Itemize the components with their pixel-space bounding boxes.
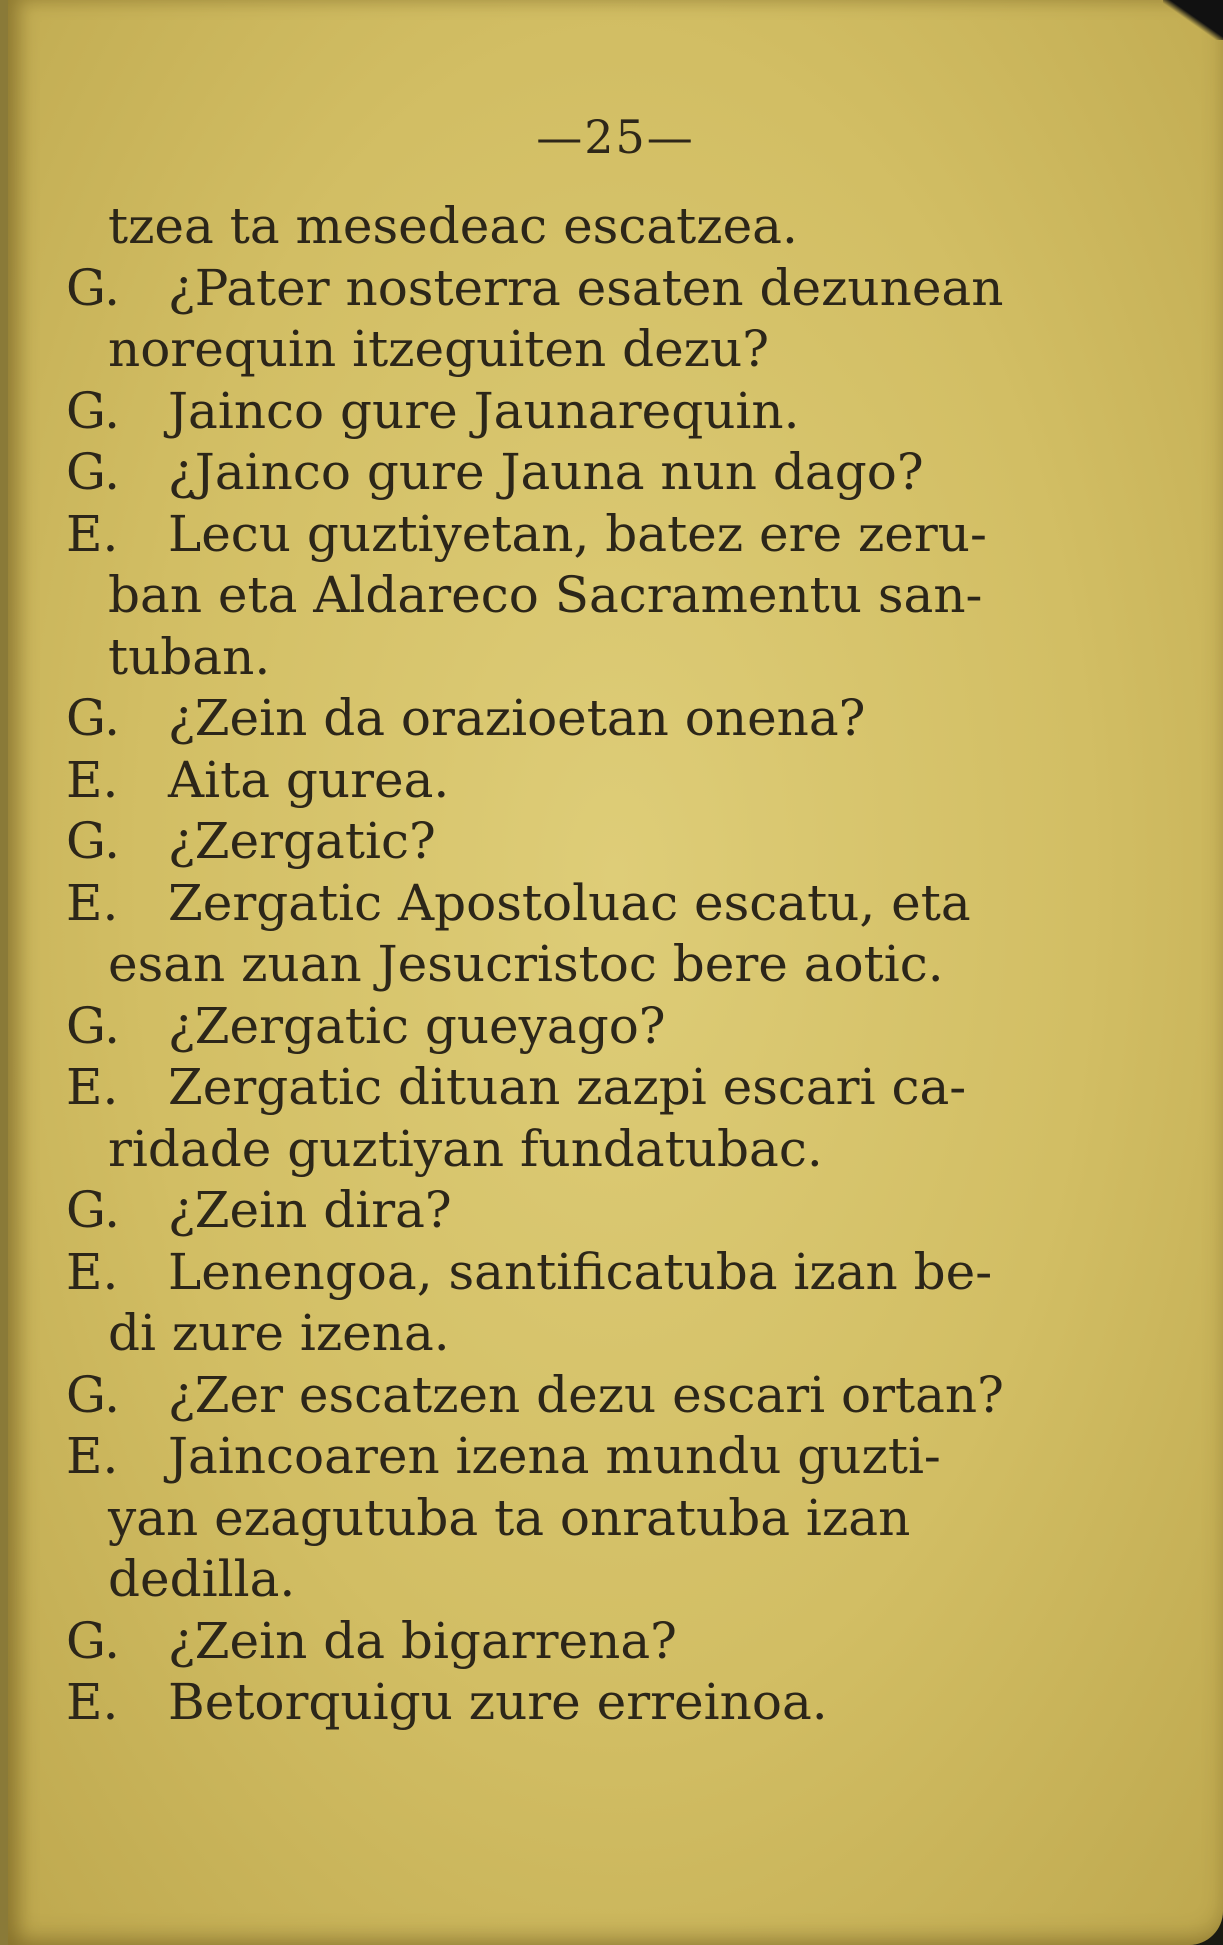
speaker-label: G. [66,1181,121,1239]
line-text: esan zuan Jesucristoc bere aotic. [108,935,944,993]
line-text: dedilla. [108,1550,296,1608]
line-text: ¿Zergatic gueyago? [168,996,666,1055]
speaker-label: E. [66,873,119,932]
line-text: Zergatic dituan zazpi escari ca- [168,1058,967,1116]
speaker-label: G. [66,1611,121,1670]
line-text: ban eta Aldareco Sacramentu san- [108,566,983,624]
text-line [66,1180,1076,1242]
line-text: yan ezagutuba ta onratuba izan [108,1488,911,1547]
text-line [66,873,1076,935]
text-line [66,1488,1076,1550]
line-text: ¿Zergatic? [168,812,436,870]
speaker-label: E. [66,750,119,809]
page-number: —25— [536,110,695,164]
speaker-label: G. [66,443,121,501]
line-text: ¿Pater nosterra esaten dezunean [168,258,1004,317]
text-line [66,442,1076,504]
line-text: tuban. [108,627,271,686]
speaker-label: G. [66,381,121,440]
text-line [66,1365,1076,1427]
text-line [66,996,1076,1058]
line-text: Zergatic Apostoluac escatu, eta [168,873,971,932]
line-text: ridade guztiyan fundatubac. [108,1119,823,1178]
text-line [66,934,1076,996]
speaker-label: G. [66,996,121,1055]
speaker-label: G. [66,689,121,747]
text-line [66,1303,1076,1365]
line-text: ¿Zein dira? [168,1181,452,1239]
line-text: Aita gurea. [168,750,450,809]
line-text: ¿Zer escatzen dezu escari ortan? [168,1365,1004,1424]
speaker-label: G. [66,812,121,870]
line-text: Jainco gure Jaunarequin. [168,381,800,440]
line-text: norequin itzeguiten dezu? [108,320,770,378]
text-line [66,1119,1076,1181]
line-text: Betorquigu zure erreinoa. [168,1673,828,1731]
speaker-label: G. [66,258,121,317]
page-corner-shadow [1163,0,1223,40]
text-line [66,196,1076,258]
text-line [66,750,1076,812]
text-line [66,565,1076,627]
line-text: tzea ta mesedeac escatzea. [108,197,798,255]
text-line [66,627,1076,689]
speaker-label: G. [66,1365,121,1424]
text-line [66,1242,1076,1304]
speaker-label: E. [66,504,119,563]
line-text: di zure izena. [108,1304,450,1362]
text-line [66,1057,1076,1119]
text-line [66,381,1076,443]
dialogue-text [66,196,1076,1734]
text-line [66,1611,1076,1673]
line-text: ¿Zein da orazioetan onena? [168,689,866,747]
text-line [66,319,1076,381]
speaker-label: E. [66,1058,119,1116]
line-text: Lenengoa, santificatuba izan be- [168,1242,993,1301]
speaker-label: E. [66,1673,119,1731]
line-text: Jaincoaren izena mundu guzti- [168,1427,941,1485]
speaker-label: E. [66,1427,119,1485]
line-text: ¿Jainco gure Jauna nun dago? [168,443,924,501]
speaker-label: E. [66,1242,119,1301]
text-line [66,258,1076,320]
text-line [66,688,1076,750]
line-text: Lecu guztiyetan, batez ere zeru- [168,504,987,563]
line-text: ¿Zein da bigarrena? [168,1611,677,1670]
text-line [66,1426,1076,1488]
text-line [66,504,1076,566]
text-line [66,1672,1076,1734]
text-line [66,1549,1076,1611]
text-line [66,811,1076,873]
